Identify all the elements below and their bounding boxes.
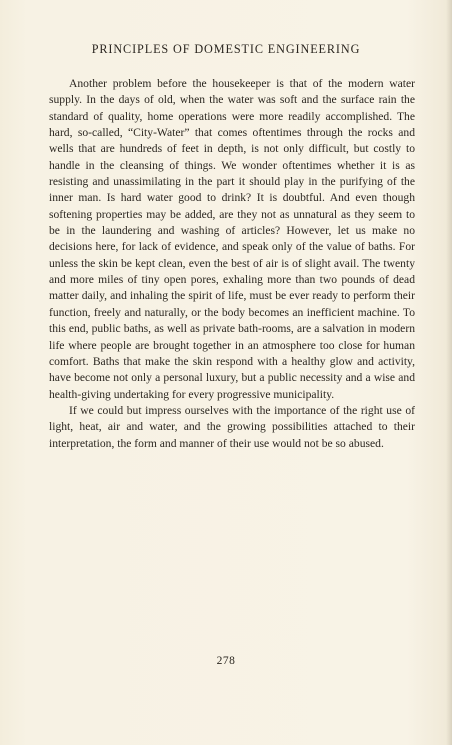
paragraph-water-supply: Another problem before the housekeeper is that of the modern water supply. In the days of old, when the water was soft and the surface rain the standard of quality, home operations were more readily accomplished. The hard, so-called, “City-Water” that comes oftentimes through the rocks and wells that are hundreds of feet in depth, is not only difficult, but costly to handle in the cleansing of things. We wonder oftentimes whether it is as resisting and unassimilating in the part it should play in the purifying of the inner man. Is hard water good to drink? It is doubtful. And even though softening properties may be added, are they not as unnatural as they seem to be in the laundering and washing of articles? However, let us make no decisions here, for lack of evidence, and speak only of the value of baths. For unless the skin be kept clean, even the best of air is of slight avail. The twenty and more miles of tiny open pores, exhaling more than two pounds of dead matter daily, and inhaling the spirit of life, must be ever ready to perform their function, freely and naturally, or the body becomes an inefficient machine. To this end, public baths, as well as private bath-rooms, are a salvation in modern life where people are brought together in an atmosphere too close for human comfort. Baths that make the skin respond with a healthy glow and activity, have become not only a personal luxury, but a public necessity and a wise and health-giving undertaking for every progressive municipality. [49, 77, 415, 401]
page-number: 278 [216, 655, 236, 667]
page-edge-shadow [446, 0, 452, 745]
running-header: PRINCIPLES OF DOMESTIC ENGINEERING [91, 42, 361, 56]
page-body [49, 76, 415, 452]
paragraph-closing: If we could but impress ourselves with the importance of the right use of light, heat, air and water, and the growing possibilities attached to their interpretation, the form and manner of their use would not be so abused. [49, 403, 415, 450]
